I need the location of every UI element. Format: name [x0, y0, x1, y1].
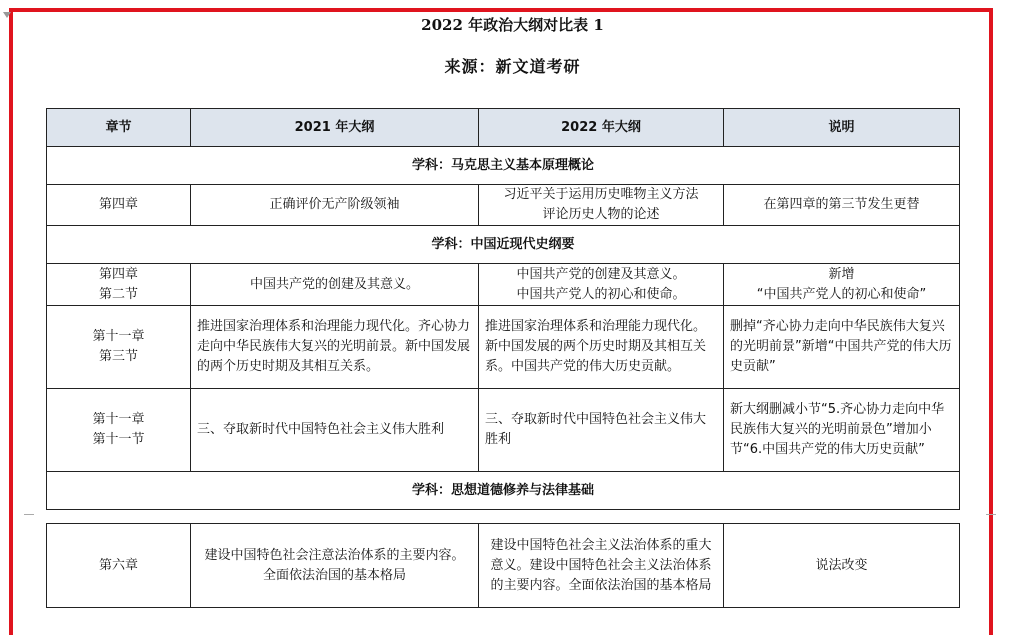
subject-row — [47, 226, 960, 264]
cell-note — [724, 264, 960, 306]
cell-text: 建设中国特色社会主义法治体系的重大意义。建设中国特色社会主义法治体系的主要内容。全面依法治国的基本格局 — [490, 537, 712, 593]
cell-2021 — [191, 389, 479, 472]
cell-2022 — [479, 185, 724, 226]
cell-2021 — [191, 185, 479, 226]
cell-line: 建设中国特色社会注意法治体系的主要内容。 — [204, 547, 465, 563]
cell-text: 新大纲删减小节“5.齐心协力走向中华民族伟大复兴的光明前景色”增加小节“6.中国共产党的伟大历史贡献” — [730, 402, 945, 457]
header-2021: 2021 年大纲 — [191, 109, 479, 147]
cell-text: 删掉“齐心协力走向中华民族伟大复兴的光明前景”新增“中国共产党的伟大历史贡献” — [730, 319, 952, 374]
cell-chapter — [47, 389, 191, 472]
cell-note — [724, 389, 960, 472]
cell-note — [724, 306, 960, 389]
cell-line: 第十一节 — [92, 432, 145, 447]
cell-2022 — [479, 524, 724, 608]
cell-chapter — [47, 306, 191, 389]
comparison-table-continued — [46, 523, 960, 608]
cell-chapter — [47, 264, 191, 306]
cell-text: 三、夺取新时代中国特色社会主义伟大胜利 — [197, 422, 445, 437]
document-source: 来源：新文道考研 — [444, 57, 581, 76]
table-row — [47, 306, 960, 389]
subject-marxism: 学科：马克思主义基本原理概论 — [47, 147, 960, 185]
cell-line: 评论历史人物的论述 — [542, 207, 660, 222]
cell-2021 — [191, 264, 479, 306]
table-header-row — [47, 109, 960, 147]
cell-chapter — [47, 524, 191, 608]
subject-modern-history: 学科：中国近现代史纲要 — [47, 226, 960, 264]
subject-row — [47, 472, 960, 510]
cell-note — [724, 185, 960, 226]
cell-line: 在第四章的第三节发生更替 — [763, 197, 920, 212]
comparison-table — [46, 108, 960, 510]
cell-line: 第六章 — [98, 557, 138, 573]
cell-chapter — [47, 185, 191, 226]
cell-line: 中国共产党人的初心和使命。 — [516, 286, 686, 302]
cell-line: 中国共产党的创建及其意义。 — [516, 266, 686, 282]
cell-line: 新增 — [828, 266, 855, 282]
cell-2022 — [479, 264, 724, 306]
cell-line: 第二节 — [98, 286, 138, 302]
cell-line: 第十一章 — [92, 412, 145, 427]
table-row — [47, 185, 960, 226]
cell-line: 说法改变 — [815, 557, 868, 573]
page-break-mark-right — [986, 514, 996, 515]
cell-line: 第十一章 — [92, 329, 145, 344]
cell-line: 习近平关于运用历史唯物主义方法 — [503, 187, 699, 202]
cell-2022 — [479, 389, 724, 472]
header-2022: 2022 年大纲 — [479, 109, 724, 147]
cell-line: 全面依法治国的基本格局 — [262, 567, 406, 583]
table-row — [47, 524, 960, 608]
cell-text: 推进国家治理体系和治理能力现代化。齐心协力走向中华民族伟大复兴的光明前景。新中国发展的两个历史时期及其相互关系。 — [197, 319, 471, 374]
cell-note — [724, 524, 960, 608]
cell-2021 — [191, 306, 479, 389]
cell-line: “中国共产党人的初心和使命” — [756, 286, 927, 302]
header-note: 说明 — [724, 109, 960, 147]
cell-text: 推进国家治理体系和治理能力现代化。新中国发展的两个历史时期及其相互关系。中国共产党的伟大历史贡献。 — [485, 319, 707, 374]
document-title: 2022 年政治大纲对比表 1 — [421, 16, 604, 34]
cell-line: 第四章 — [98, 266, 138, 282]
cell-line: 第四章 — [98, 197, 138, 212]
cell-line: 中国共产党的创建及其意义。 — [249, 276, 419, 292]
cell-line: 第三节 — [98, 349, 138, 364]
cell-text: 三、夺取新时代中国特色社会主义伟大胜利 — [485, 412, 707, 447]
cell-line: 正确评价无产阶级领袖 — [269, 197, 400, 212]
cell-2022 — [479, 306, 724, 389]
page-break-mark-left — [24, 514, 34, 515]
page-break — [13, 510, 989, 522]
subject-row — [47, 147, 960, 185]
table-row — [47, 389, 960, 472]
header-chapter: 章节 — [47, 109, 191, 147]
cell-2021 — [191, 524, 479, 608]
subject-ethics-law: 学科：思想道德修养与法律基础 — [47, 472, 960, 510]
table-row — [47, 264, 960, 306]
